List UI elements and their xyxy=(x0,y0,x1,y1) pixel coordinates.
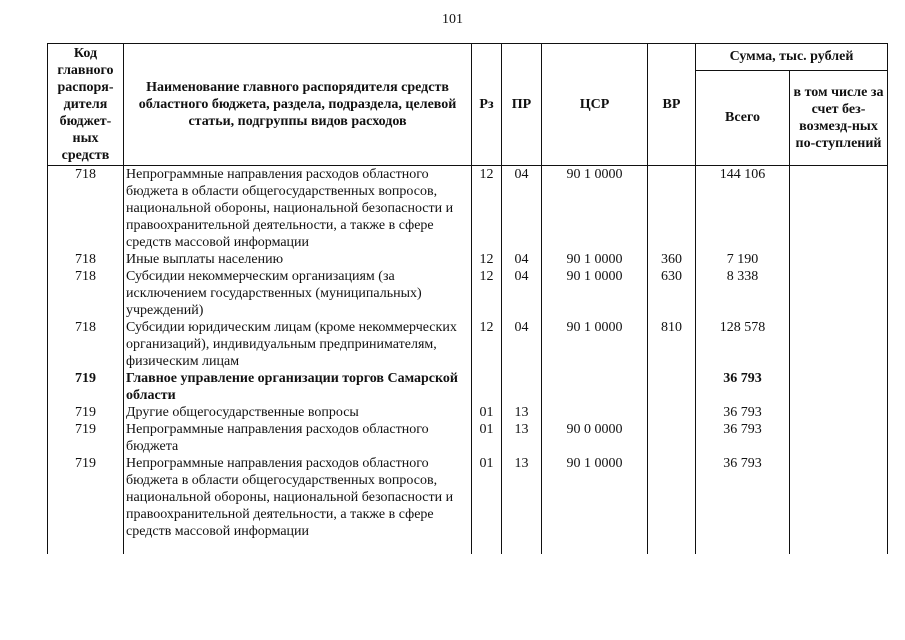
cell-free xyxy=(790,370,888,404)
cell-free xyxy=(790,404,888,421)
cell-csr: 90 1 0000 xyxy=(542,268,648,319)
cell-vr: 360 xyxy=(648,251,696,268)
cell-code: 718 xyxy=(48,319,124,370)
table-row xyxy=(48,251,888,268)
table-row xyxy=(48,268,888,319)
cell-rz: 01 xyxy=(472,455,502,554)
cell-total: 36 793 xyxy=(696,370,790,404)
cell-free xyxy=(790,166,888,252)
table-row xyxy=(48,421,888,455)
cell-name: Главное управление организации торгов Самарской области xyxy=(124,370,472,404)
cell-total: 7 190 xyxy=(696,251,790,268)
cell-vr xyxy=(648,455,696,554)
page-number: 101 xyxy=(442,12,463,27)
cell-code: 718 xyxy=(48,251,124,268)
table-row xyxy=(48,404,888,421)
cell-code: 719 xyxy=(48,404,124,421)
header-name: Наименование главного распорядителя средств областного бюджета, раздела, подраздела, целевой статьи, подгруппы видов расходов xyxy=(124,44,472,166)
cell-code: 718 xyxy=(48,268,124,319)
cell-pr: 13 xyxy=(502,421,542,455)
cell-total: 8 338 xyxy=(696,268,790,319)
cell-code: 719 xyxy=(48,421,124,455)
cell-vr xyxy=(648,370,696,404)
cell-free xyxy=(790,421,888,455)
cell-free xyxy=(790,268,888,319)
header-pr: ПР xyxy=(502,44,542,166)
cell-name: Другие общегосударственные вопросы xyxy=(124,404,472,421)
cell-csr: 90 1 0000 xyxy=(542,455,648,554)
header-csr: ЦСР xyxy=(542,44,648,166)
cell-rz: 12 xyxy=(472,319,502,370)
cell-vr xyxy=(648,166,696,252)
cell-csr: 90 1 0000 xyxy=(542,166,648,252)
cell-code: 719 xyxy=(48,370,124,404)
cell-rz: 01 xyxy=(472,404,502,421)
cell-name: Непрограммные направления расходов областного бюджета в области общегосударственных вопросов, национальной обороны, национальной безопасности и правоохранительной деятельности, а также в сфере средств массовой информации xyxy=(124,166,472,252)
cell-total: 144 106 xyxy=(696,166,790,252)
table-row xyxy=(48,455,888,554)
table-row xyxy=(48,166,888,252)
cell-rz: 12 xyxy=(472,251,502,268)
header-total: Всего xyxy=(696,70,790,165)
cell-code: 718 xyxy=(48,166,124,252)
cell-code: 719 xyxy=(48,455,124,554)
cell-name: Субсидии юридическим лицам (кроме некоммерческих организаций), индивидуальным предпринимателям, физическим лицам xyxy=(124,319,472,370)
cell-vr xyxy=(648,421,696,455)
cell-pr: 04 xyxy=(502,268,542,319)
cell-free xyxy=(790,251,888,268)
cell-total: 36 793 xyxy=(696,455,790,554)
cell-name: Субсидии некоммерческим организациям (за исключением государственных (муниципальных) учреждений) xyxy=(124,268,472,319)
cell-vr: 630 xyxy=(648,268,696,319)
cell-name: Иные выплаты населению xyxy=(124,251,472,268)
cell-total: 128 578 xyxy=(696,319,790,370)
cell-free xyxy=(790,319,888,370)
header-rz: Рз xyxy=(472,44,502,166)
cell-pr: 13 xyxy=(502,404,542,421)
header-sum: Сумма, тыс. рублей xyxy=(696,44,888,71)
cell-free xyxy=(790,455,888,554)
table-header xyxy=(48,44,888,166)
table-body xyxy=(48,166,888,555)
cell-name: Непрограммные направления расходов областного бюджета в области общегосударственных вопросов, национальной обороны, национальной безопасности и правоохранительной деятельности, а также в сфере средств массовой информации xyxy=(124,455,472,554)
cell-pr: 04 xyxy=(502,166,542,252)
cell-rz: 12 xyxy=(472,166,502,252)
header-code: Код главного распоря-дителя бюджет-ных средств xyxy=(48,44,124,166)
cell-vr xyxy=(648,404,696,421)
cell-csr: 90 1 0000 xyxy=(542,251,648,268)
cell-csr: 90 1 0000 xyxy=(542,319,648,370)
cell-pr: 04 xyxy=(502,319,542,370)
cell-total: 36 793 xyxy=(696,421,790,455)
header-free: в том числе за счет без-возмезд-ных по-ступлений xyxy=(790,70,888,165)
budget-table xyxy=(47,43,888,554)
cell-csr xyxy=(542,404,648,421)
cell-pr: 04 xyxy=(502,251,542,268)
cell-rz: 12 xyxy=(472,268,502,319)
cell-rz: 01 xyxy=(472,421,502,455)
cell-name: Непрограммные направления расходов областного бюджета xyxy=(124,421,472,455)
cell-pr: 13 xyxy=(502,455,542,554)
cell-vr: 810 xyxy=(648,319,696,370)
cell-total: 36 793 xyxy=(696,404,790,421)
table-row xyxy=(48,370,888,404)
table-row xyxy=(48,319,888,370)
cell-rz xyxy=(472,370,502,404)
cell-pr xyxy=(502,370,542,404)
cell-csr xyxy=(542,370,648,404)
header-vr: ВР xyxy=(648,44,696,166)
cell-csr: 90 0 0000 xyxy=(542,421,648,455)
